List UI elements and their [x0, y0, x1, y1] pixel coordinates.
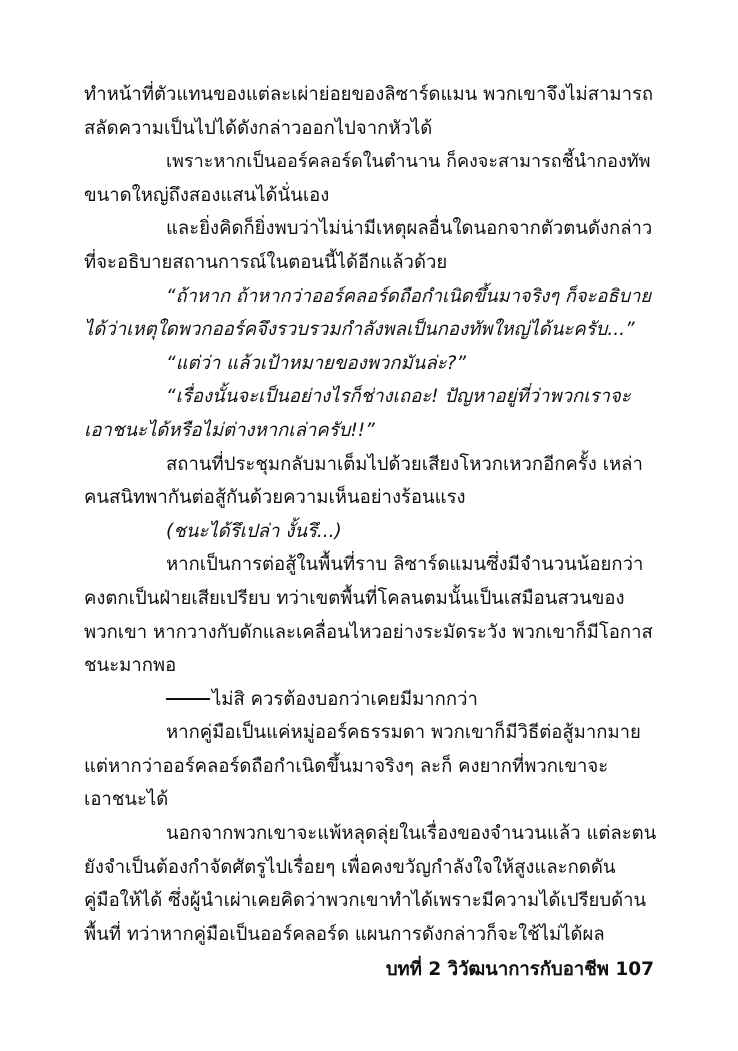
text-line [84, 616, 656, 650]
text-line-content: พวกเขา หากวางกับดักและเคลื่อนไหวอย่างระมัดระวัง พวกเขาก็มีโอกาส [84, 621, 653, 643]
text-line [84, 884, 656, 918]
text-line-content: นอกจากพวกเขาจะแพ้หลุดลุ่ยในเรื่องของจำนวนแล้ว แต่ละตน [166, 823, 657, 845]
text-line-content: คงตกเป็นฝ่ายเสียเปรียบ ทว่าเขตพื้นที่โคลนตมนั้นเป็นเสมือนสวนของ [84, 587, 625, 609]
em-dash-rule [166, 698, 210, 700]
text-line [84, 145, 656, 179]
text-line-content: และยิ่งคิดก็ยิ่งพบว่าไม่น่ามีเหตุผลอื่นใดนอกจากตัวตนดังกล่าว [166, 218, 653, 240]
text-line [84, 817, 656, 851]
text-line [84, 313, 656, 347]
text-line [84, 112, 656, 146]
text-line [84, 918, 656, 952]
text-line [84, 649, 656, 683]
text-line [84, 783, 656, 817]
text-line-content: คู่มือให้ได้ ซึ่งผู้นำเผ่าเคยคิดว่าพวกเขาทำได้เพราะมีความได้เปรียบด้าน [84, 890, 647, 912]
text-line [84, 347, 656, 381]
text-line [84, 212, 656, 246]
text-line-content: สถานที่ประชุมกลับมาเต็มไปด้วยเสียงโหวกเหวกอีกครั้ง เหล่า [166, 453, 643, 475]
text-line-content: “เรื่องนั้นจะเป็นอย่างไรก็ช่างเถอะ! ปัญหาอยู่ที่ว่าพวกเราจะ [166, 386, 631, 408]
body-text [84, 78, 656, 951]
text-line-content: ชนะมากพอ [84, 655, 177, 677]
text-line-content: แต่หากว่าออร์คลอร์ดถือกำเนิดขึ้นมาจริงๆ ละก็ คงยากที่พวกเขาจะ [84, 755, 609, 777]
text-line-content: ยังจำเป็นต้องกำจัดศัตรูไปเรื่อยๆ เพื่อคงขวัญกำลังใจให้สูงและกดดัน [84, 856, 616, 878]
text-line [84, 380, 656, 414]
text-line-content: ไม่สิ ควรต้องบอกว่าเคยมีมากกว่า [212, 688, 478, 710]
text-line-content: เพราะหากเป็นออร์คลอร์ดในตำนาน ก็คงจะสามารถชี้นำกองทัพ [166, 151, 651, 173]
text-line-content: คนสนิทพากันต่อสู้กันด้วยความเห็นอย่างร้อนแรง [84, 487, 466, 509]
text-line [84, 280, 656, 314]
text-line-content: “ถ้าหาก ถ้าหากว่าออร์คลอร์ดถือกำเนิดขึ้นมาจริงๆ ก็จะอธิบาย [166, 285, 652, 307]
text-line-content: ได้ว่าเหตุใดพวกออร์คจึงรวบรวมกำลังพลเป็นกองทัพใหญ่ได้นะครับ...” [84, 319, 635, 341]
text-line-content: พื้นที่ ทว่าหากคู่มือเป็นออร์คลอร์ด แผนการดังกล่าวก็จะใช้ไม่ได้ผล [84, 923, 605, 945]
text-line [84, 78, 656, 112]
text-line [84, 548, 656, 582]
text-line-content: เอาชนะได้หรือไม่ต่างหากเล่าครับ!!” [84, 419, 375, 441]
text-line [84, 179, 656, 213]
text-line-content: ทำหน้าที่ตัวแทนของแต่ละเผ่าย่อยของลิซาร์ดแมน พวกเขาจึงไม่สามารถ [84, 84, 654, 105]
text-line-content: หากคู่มือเป็นแค่หมู่ออร์คธรรมดา พวกเขาก็มีวิธีต่อสู้มากมาย [166, 722, 641, 744]
text-line-content: “แต่ว่า แล้วเป้าหมายของพวกมันล่ะ?” [166, 352, 466, 374]
text-line-content: (ชนะได้รึเปล่า งั้นรึ...) [166, 520, 342, 542]
text-line [84, 515, 656, 549]
text-line [84, 481, 656, 515]
text-line [84, 246, 656, 280]
text-line [84, 683, 656, 717]
page-footer: บทที่ 2 วิวัฒนาการกับอาชีพ 107 [385, 959, 654, 980]
text-line [84, 750, 656, 784]
text-line-content: หากเป็นการต่อสู้ในพื้นที่ราบ ลิซาร์ดแมนซึ่งมีจำนวนน้อยกว่า [166, 554, 644, 576]
text-line [84, 448, 656, 482]
text-line [84, 716, 656, 750]
text-line-content: เอาชนะได้ [84, 789, 169, 811]
text-line [84, 851, 656, 885]
text-line-content: สลัดความเป็นไปได้ดังกล่าวออกไปจากหัวได้ [84, 117, 433, 139]
text-line [84, 582, 656, 616]
text-line [84, 414, 656, 448]
text-line-content: ที่จะอธิบายสถานการณ์ในตอนนี้ได้อีกแล้วด้วย [84, 251, 448, 273]
text-line-content: ขนาดใหญ่ถึงสองแสนได้นั่นเอง [84, 184, 330, 206]
